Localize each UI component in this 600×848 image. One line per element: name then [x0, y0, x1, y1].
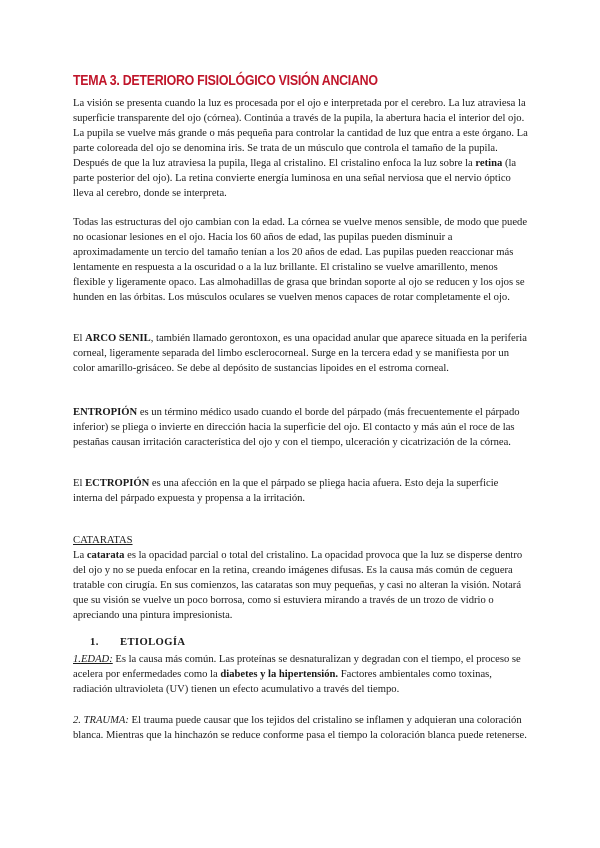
bold-term-ectropion: ECTROPIÓN: [85, 478, 150, 489]
paragraph-text: El: [73, 333, 86, 344]
paragraph-trauma: [73, 713, 528, 743]
bold-term-arco-senil: ARCO SENIL: [85, 333, 151, 344]
paragraph-text: es la opacidad parcial o total del cristalino. La opacidad provoca que la luz se disperse dentro del ojo y no se pueda enfocar en la retina, creando imágenes difusas. Es la causa más común de ceguera tratable con cirugía. En sus comienzos, las cataratas son muy pequeñas, y casi no alteran la visión. Notará que su visión se vuelve un poco borrosa, como si estuviera mirando a través de un trozo de vidrio o apreciando una pintura impresionista.: [73, 550, 523, 621]
paragraph-ectropion: [73, 476, 528, 506]
paragraph-text: El trauma puede causar que los tejidos del cristalino se inflamen y adquieran una coloración blanca. Mientras que la hinchazón se reduce conforme pasa el tiempo la coloración blanca puede retenerse.: [73, 715, 527, 741]
paragraph-arco-senil: [73, 331, 528, 376]
bold-term-retina: retina: [475, 158, 503, 169]
paragraph-text: es una afección en la que el párpado se pliega hacia afuera. Esto deja la superficie interna del párpado expuesta y propensa a la irritación.: [73, 478, 499, 504]
page-title: TEMA 3. DETERIORO FISIOLÓGICO VISIÓN ANCIANO: [73, 73, 378, 89]
paragraph-text: es un término médico usado cuando el borde del párpado (más frecuentemente el párpado inferior) se pliega o invierte en dirección hacia la superficie del ojo. El contacto y más aún el roce de las pestañas causan irritación característica del ojo y con el tiempo, ulceración y cicatrización de la córnea.: [73, 407, 520, 448]
section-heading-cataratas: CATARATAS: [73, 535, 133, 546]
label-edad: 1.EDAD:: [73, 654, 113, 665]
heading-label: ETIOLOGÍA: [120, 637, 186, 648]
paragraph-entropion: [73, 405, 528, 450]
paragraph-catarata: [73, 548, 528, 623]
paragraph-text: Factores ambientales como toxinas, radiación ultravioleta (UV) tienen un efecto acumulativo a través del tiempo.: [73, 669, 492, 695]
bold-term-diabetes: diabetes y la hipertensión.: [220, 669, 339, 680]
section-heading-etiologia: [90, 635, 185, 650]
heading-number: 1.: [90, 637, 99, 648]
paragraph-text: Es la causa más común. Las proteínas se desnaturalizan y degradan con el tiempo, el proceso se acelera por enfermedades como la: [73, 654, 521, 680]
bold-term-entropion: ENTROPIÓN: [73, 407, 138, 418]
paragraph-text: , también llamado gerontoxon, es una opacidad anular que aparece situada en la periferia corneal, ligeramente separada del limbo esclerocorneal. Surge en la tercera edad y se manifiesta por un color amarillo-grisáceo. Se debe al depósito de sustancias lipoides en el estroma corneal.: [73, 333, 527, 374]
paragraph-text: El: [73, 478, 86, 489]
paragraph-aging-eye: Todas las estructuras del ojo cambian con la edad. La córnea se vuelve menos sensible, de modo que puede no ocasionar lesiones en el ojo. Hacia los 60 años de edad, las pupilas pueden disminuir a aproximadamente un tercio del tamaño tenían a los 20 años de edad. Las pupilas pueden reaccionar más lentamente en respuesta a la oscuridad o a la luz brillante. El cristalino se vuelve amarillento, menos flexible y ligeramente opaco. Las almohadillas de grasa que brindan soporte al ojo se reducen y los ojos se hunden en las órbitas. Los músculos oculares se vuelven menos capaces de rotar completamente el ojo.: [73, 217, 528, 303]
label-trauma: 2. TRAUMA:: [73, 715, 129, 726]
paragraph-text: (la parte posterior del ojo). La retina convierte energía luminosa en una señal nerviosa que el nervio óptico lleva al cerebro, donde se interpreta.: [73, 158, 517, 199]
paragraph-text: La visión se presenta cuando la luz es procesada por el ojo e interpretada por el cerebro. La luz atraviesa la superficie transparente del ojo (córnea). Continúa a través de la pupila, la abertura hacia el interior del ojo. La pupila se vuelve más grande o más pequeña para controlar la cantidad de luz que entra a este órgano. La parte coloreada del ojo se denomina iris. Se trata de un músculo que controla el tamaño de la pupila. Después de que la luz atraviesa la pupila, llega al cristalino. El cristalino enfoca la luz sobre la: [73, 98, 528, 169]
paragraph-vision: [73, 96, 528, 201]
paragraph-text: La: [73, 550, 87, 561]
paragraph-edad: [73, 652, 528, 697]
bold-term-catarata: catarata: [86, 550, 125, 561]
